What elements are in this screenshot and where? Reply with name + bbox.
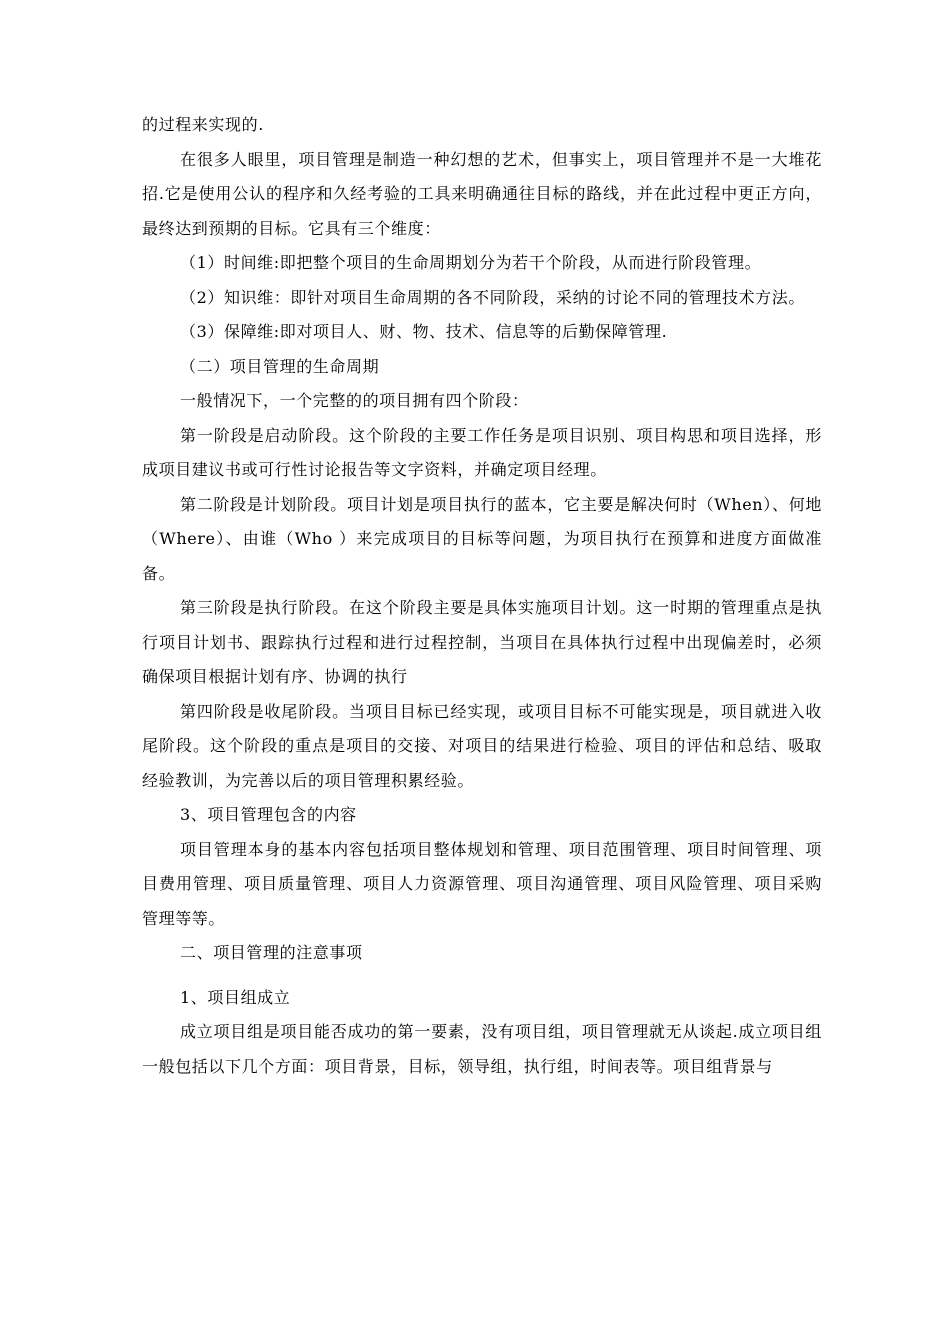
paragraph-four-stages: 一般情况下，一个完整的的项目拥有四个阶段： [180, 391, 529, 410]
document-body [142, 108, 822, 1084]
paragraph-stage-three: 第三阶段是执行阶段。在这个阶段主要是具体实施项目计划。这一时期的管理重点是执行项目计划书、跟踪执行过程和进行过程控制，当项目在具体执行过程中出现偏差时，必须确保项目根据计划有序、协调的执行 [142, 598, 822, 686]
section-heading-team: 1、项目组成立 [180, 987, 291, 1007]
paragraph-contents: 项目管理本身的基本内容包括项目整体规划和管理、项目范围管理、项目时间管理、项目费用管理、项目质量管理、项目人力资源管理、项目沟通管理、项目风险管理、项目采购管理等等。 [142, 839, 822, 928]
paragraph-stage-one: 第一阶段是启动阶段。这个阶段的主要工作任务是项目识别、项目构思和项目选择，形成项目建议书或可行性讨论报告等文字资料，并确定项目经理。 [142, 425, 822, 479]
spacer [142, 971, 822, 981]
paragraph-intro: 在很多人眼里，项目管理是制造一种幻想的艺术，但事实上，项目管理并不是一大堆花招.它是使用公认的程序和久经考验的工具来明确通往目标的路线，并在此过程中更正方向，最终达到预期的目标。它具有三个维度： [142, 149, 822, 238]
section-heading-notes: 二、项目管理的注意事项 [180, 943, 363, 962]
section-heading-contents: 3、项目管理包含的内容 [180, 805, 357, 824]
section-heading-lifecycle: （二）项目管理的生命周期 [180, 356, 380, 376]
paragraph-stage-two: 第二阶段是计划阶段。项目计划是项目执行的蓝本，它主要是解决何时（When）、何地（Where）、由谁（Who ）来完成项目的目标等问题，为项目执行在预算和进度方面做准备。 [142, 494, 822, 583]
paragraph-team: 成立项目组是项目能否成功的第一要素，没有项目组，项目管理就无从谈起.成立项目组一般包括以下几个方面：项目背景，目标，领导组，执行组，时间表等。项目组背景与 [142, 1022, 822, 1076]
paragraph-knowledge-dimension: （2）知识维：即针对项目生命周期的各不同阶段，采纳的讨论不同的管理技术方法。 [180, 287, 805, 307]
paragraph-time-dimension: （1）时间维:即把整个项目的生命周期划分为若干个阶段，从而进行阶段管理。 [180, 253, 762, 272]
paragraph-stage-four: 第四阶段是收尾阶段。当项目目标已经实现，或项目目标不可能实现是，项目就进入收尾阶段。这个阶段的重点是项目的交接、对项目的结果进行检验、项目的评估和总结、吸取经验教训，为完善以后的项目管理积累经验。 [142, 701, 822, 790]
paragraph-continuation: 的过程来实现的. [142, 115, 264, 134]
paragraph-support-dimension: （3）保障维:即对项目人、财、物、技术、信息等的后勤保障管理. [180, 322, 668, 341]
